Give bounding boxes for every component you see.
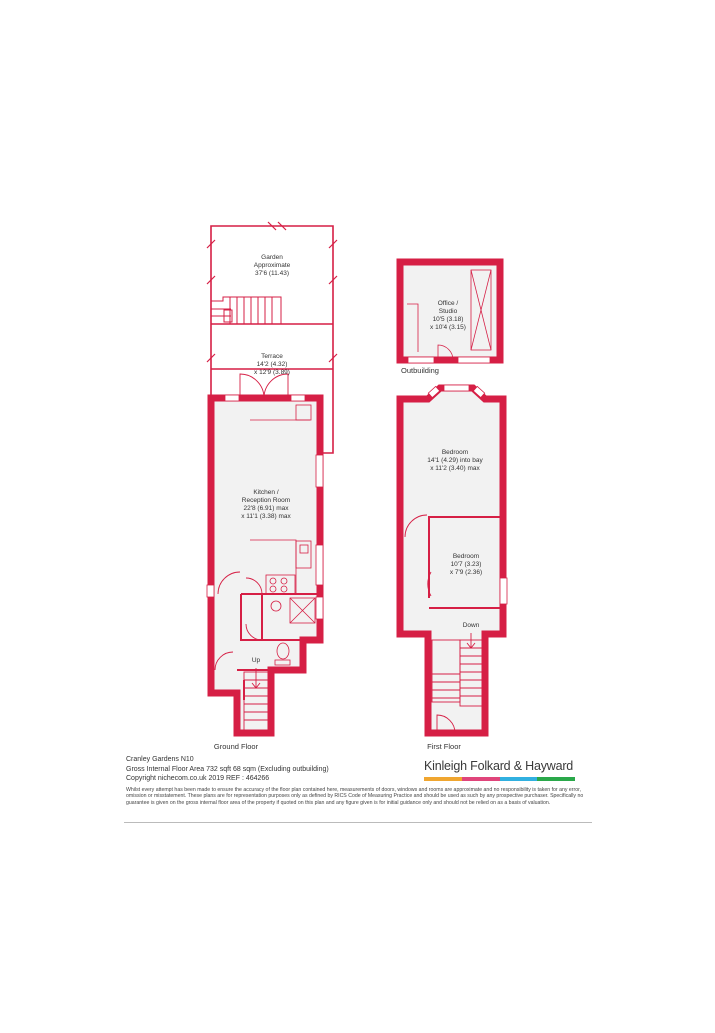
ground-floor-caption: Ground Floor — [213, 742, 259, 751]
bedroom1-size2: x 11'2 (3.40) max — [430, 465, 480, 472]
copyright: Copyright nichecom.co.uk 2019 REF : 464266 — [126, 775, 270, 782]
brand-stripe — [424, 777, 575, 781]
first-floor-caption: First Floor — [427, 742, 461, 751]
brand-stripe-blue — [500, 777, 538, 781]
divider — [124, 822, 592, 823]
address: Cranley Gardens N10 — [126, 756, 194, 763]
terrace-size2: x 12'9 (3.89) — [254, 369, 290, 376]
outbuilding-caption: Outbuilding — [401, 366, 439, 375]
brand-logo: Kinleigh Folkard & Hayward — [424, 759, 574, 773]
office-name2: Studio — [438, 308, 458, 315]
ground-floor-walls — [211, 398, 320, 733]
kitchen-size: 22'8 (6.91) max — [243, 505, 289, 512]
office-size2: x 10'4 (3.15) — [430, 324, 466, 331]
stairs-up-label: Up — [251, 657, 261, 664]
terrace-size: 14'2 (4.32) — [256, 361, 288, 368]
disclaimer: Whilst every attempt has been made to ensure the accuracy of the floor plan contained here, measurements of doors, windows and rooms are approximate and no responsibility is taken for any error, omission or misstatement. These plans are for representation purposes only as defined by RICS Code of Measuring Practice and should be used as such by any prospective purchaser. Specifically no guarantee is given on the gross internal floor area of the property if quoted on this plan and any figure given is for initial guidance only and should not be relied on as a basis of valuation. — [126, 787, 584, 806]
brand-stripe-orange — [424, 777, 462, 781]
terrace-name: Terrace — [261, 353, 283, 360]
kitchen-name2: Reception Room — [241, 497, 291, 504]
office-size: 10'5 (3.18) — [432, 316, 464, 323]
kitchen-size2: x 11'1 (3.38) max — [241, 513, 291, 520]
ground-floor — [207, 222, 337, 733]
kitchen-name: Kitchen / — [253, 489, 279, 496]
bedroom1-name: Bedroom — [441, 449, 469, 456]
floor-area: Gross Internal Floor Area 732 sqft 68 sqm (Excluding outbuilding) — [126, 766, 329, 773]
bedroom2-size: 10'7 (3.23) — [450, 561, 482, 568]
garden-name: Garden — [261, 254, 283, 261]
office-name: Office / — [437, 300, 459, 307]
stairs-down-label: Down — [462, 622, 480, 629]
bedroom1-size: 14'1 (4.29) into bay — [427, 457, 483, 464]
brand-stripe-green — [537, 777, 575, 781]
garden-size: 37'6 (11.43) — [254, 270, 290, 277]
garden-line2: Approximate — [253, 262, 291, 269]
garden-steps — [211, 297, 281, 324]
brand-stripe-pink — [462, 777, 500, 781]
bedroom2-name: Bedroom — [452, 553, 480, 560]
bedroom2-size2: x 7'9 (2.36) — [449, 569, 483, 576]
garden-marks — [207, 222, 337, 362]
